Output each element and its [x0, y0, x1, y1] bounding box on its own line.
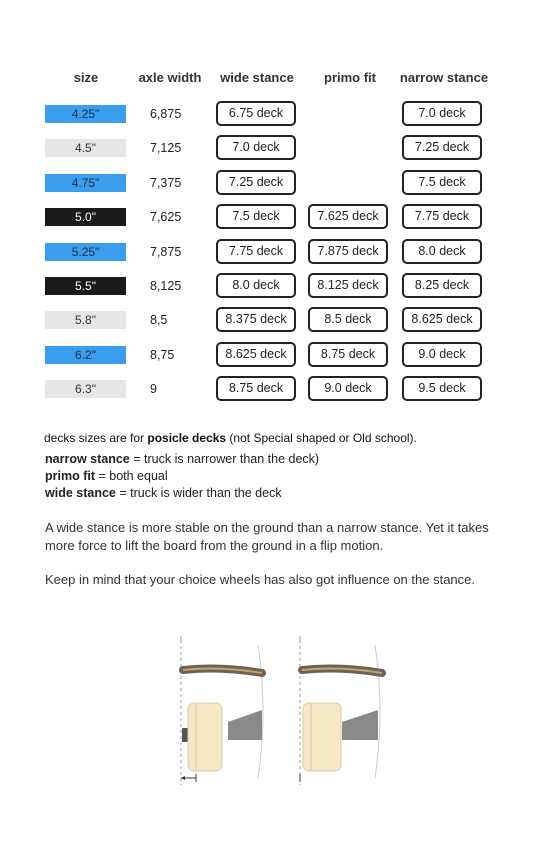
wide-deck-box: 8.75 deck	[216, 376, 296, 401]
size-chip: 4.5"	[45, 139, 126, 157]
narrow-deck-box: 7.0 deck	[402, 101, 482, 126]
definition-term: primo fit	[45, 469, 95, 483]
wide-stance-figure	[181, 636, 263, 785]
note-suffix: (not Special shaped or Old school).	[226, 431, 417, 445]
wide-deck-box: 7.25 deck	[216, 170, 296, 195]
narrow-deck-box: 9.0 deck	[402, 342, 482, 367]
narrow-deck-box: 7.75 deck	[402, 204, 482, 229]
primo-deck-box: 9.0 deck	[308, 376, 388, 401]
header-narrow-stance: narrow stance	[399, 70, 489, 85]
axle-width-value: 7,375	[150, 176, 182, 190]
header-size: size	[73, 70, 99, 85]
primo-deck-box: 7.875 deck	[308, 239, 388, 264]
narrow-deck-box: 7.5 deck	[402, 170, 482, 195]
primo-deck-box: 8.125 deck	[308, 273, 388, 298]
size-chip: 4.25"	[45, 105, 126, 123]
axle-width-value: 7,625	[150, 210, 182, 224]
size-chip: 4.75"	[45, 174, 126, 192]
definition-wide	[45, 486, 282, 500]
wide-deck-box: 8.375 deck	[216, 307, 296, 332]
definition-term: wide stance	[45, 486, 116, 500]
narrow-deck-box: 8.0 deck	[402, 239, 482, 264]
decks-note	[44, 431, 417, 445]
narrow-stance-figure	[300, 636, 382, 785]
narrow-deck-box: 8.625 deck	[402, 307, 482, 332]
axle-width-value: 8,125	[150, 279, 182, 293]
note-bold: posicle decks	[147, 431, 227, 445]
note-prefix: decks sizes are for	[44, 431, 148, 445]
definition-text: = truck is wider than the deck	[115, 486, 282, 500]
axle-width-value: 7,875	[150, 245, 182, 259]
size-chip: 6.3"	[45, 380, 126, 398]
stance-illustration	[0, 630, 550, 810]
definition-primo	[45, 469, 168, 483]
wide-deck-box: 7.0 deck	[216, 135, 296, 160]
stance-paragraph: A wide stance is more stable on the ground than a narrow stance. Yet it takes more force to lift the board from the ground in a flip motion.	[45, 520, 489, 553]
wide-deck-box: 8.625 deck	[216, 342, 296, 367]
definition-text: = truck is narrower than the deck)	[129, 452, 320, 466]
narrow-deck-box: 8.25 deck	[402, 273, 482, 298]
size-chip: 5.25"	[45, 243, 126, 261]
header-wide-stance: wide stance	[220, 70, 294, 85]
axle-width-value: 8,75	[150, 348, 175, 362]
axle-width-value: 8,5	[150, 313, 168, 327]
wide-deck-box: 7.75 deck	[216, 239, 296, 264]
definition-text: = both equal	[95, 469, 168, 483]
definition-term: narrow stance	[45, 452, 130, 466]
axle-width-value: 7,125	[150, 141, 182, 155]
narrow-deck-box: 9.5 deck	[402, 376, 482, 401]
primo-deck-box: 8.75 deck	[308, 342, 388, 367]
narrow-deck-box: 7.25 deck	[402, 135, 482, 160]
header-axle-width: axle width	[138, 70, 202, 85]
primo-deck-box: 8.5 deck	[308, 307, 388, 332]
size-chip: 5.8"	[45, 311, 126, 329]
wheels-paragraph: Keep in mind that your choice wheels has also got influence on the stance.	[45, 572, 475, 587]
size-chip: 5.0"	[45, 208, 126, 226]
axle-width-value: 6,875	[150, 107, 182, 121]
size-chip: 6.2"	[45, 346, 126, 364]
header-primo-fit: primo fit	[324, 70, 376, 85]
wide-deck-box: 8.0 deck	[216, 273, 296, 298]
wide-deck-box: 7.5 deck	[216, 204, 296, 229]
size-chip: 5.5"	[45, 277, 126, 295]
primo-deck-box: 7.625 deck	[308, 204, 388, 229]
axle-width-value: 9	[150, 382, 157, 396]
definition-narrow	[45, 452, 319, 466]
wide-deck-box: 6.75 deck	[216, 101, 296, 126]
